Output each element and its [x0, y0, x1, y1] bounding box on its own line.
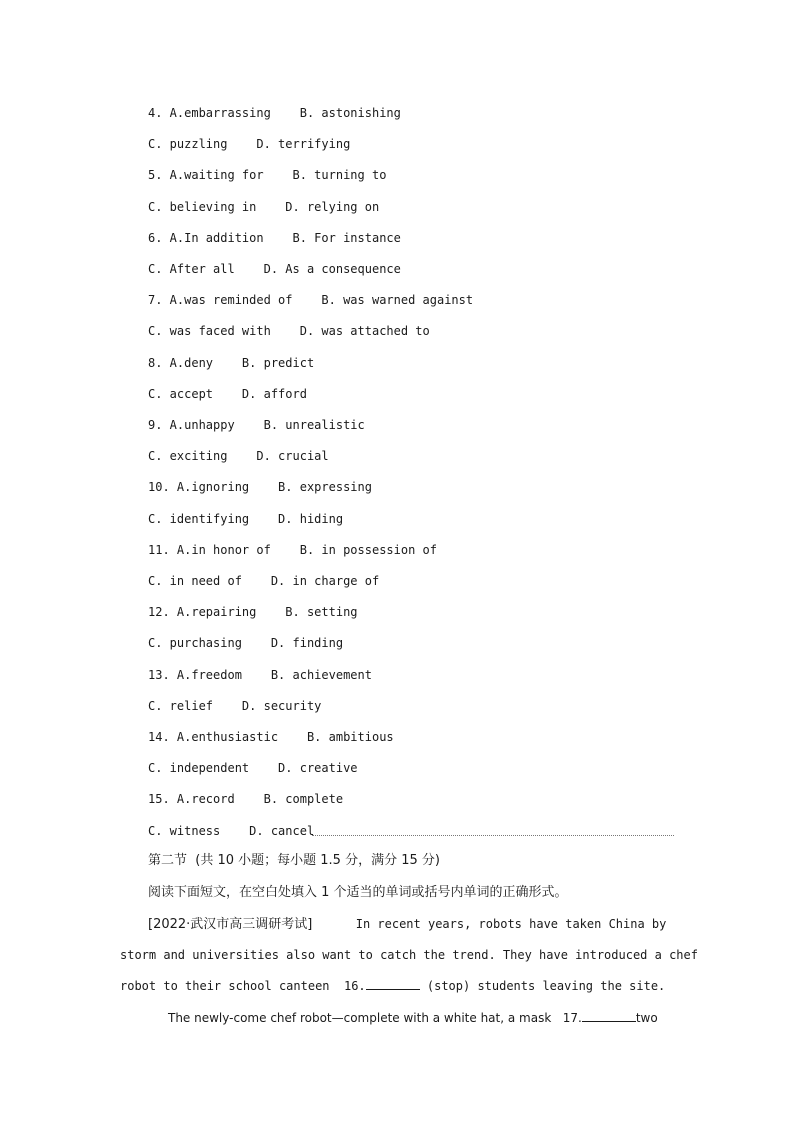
question-options-cd: C. puzzling D. terrifying: [148, 137, 351, 152]
question-options-ab: 12. A.repairing B. setting: [148, 605, 358, 620]
question-options-ab: 13. A.freedom B. achievement: [148, 667, 372, 682]
question-options-cd: C. independent D. creative: [148, 761, 358, 776]
dotted-separator: [312, 835, 674, 836]
passage-line-4-post: two: [635, 1011, 658, 1025]
question-options-cd: C. identifying D. hiding: [148, 511, 344, 526]
passage-line-3-post: (stop) students leaving the site.: [419, 979, 666, 993]
question-options-ab: 9. A.unhappy B. unrealistic: [148, 418, 365, 432]
question-options-ab: 14. A.enthusiastic B. ambitious: [148, 730, 394, 744]
passage-line-3: [120, 978, 665, 994]
question-options-ab: 11. A.in honor of B. in possession of: [148, 542, 437, 557]
passage-line-4: [168, 1010, 658, 1026]
question-options-cd: C. After all D. As a consequence: [148, 262, 401, 276]
passage-source: [2022·武汉市高三调研考试]: [148, 917, 313, 932]
question-options-cd: C. purchasing D. finding: [148, 636, 344, 651]
passage-line-3-pre: robot to their school canteen 16.: [120, 979, 366, 993]
passage-line-1: [148, 916, 666, 933]
question-options-ab: 4. A.embarrassing B. astonishing: [148, 106, 401, 120]
question-options-cd: C. exciting D. crucial: [148, 449, 329, 464]
passage-line-1-text: In recent years, robots have taken China by: [312, 917, 667, 931]
question-options-ab: 10. A.ignoring B. expressing: [148, 480, 372, 495]
question-options-ab: 7. A.was reminded of B. was warned against: [148, 293, 474, 308]
question-options-cd: C. accept D. afford: [148, 386, 307, 401]
section-instruction: 阅读下面短文，在空白处填入 1 个适当的单词或括号内单词的正确形式。: [148, 885, 568, 900]
question-options-cd: C. in need of D. in charge of: [148, 574, 380, 588]
question-options-ab: 6. A.In addition B. For instance: [148, 230, 401, 245]
section-heading: 第二节 (共 10 小题；每小题 1.5 分，满分 15 分): [148, 853, 440, 868]
question-options-cd: C. relief D. security: [148, 698, 322, 713]
question-options-ab: 5. A.waiting for B. turning to: [148, 168, 387, 183]
question-options-cd: C. believing in D. relying on: [148, 199, 380, 214]
question-options-ab: 15. A.record B. complete: [148, 792, 344, 807]
passage-line-4-pre: The newly-come chef robot—complete with a white hat, a mask 17.: [168, 1011, 582, 1025]
question-options-ab: 8. A.deny B. predict: [148, 355, 315, 370]
blank-17[interactable]: [582, 1010, 636, 1022]
question-options-cd: C. was faced with D. was attached to: [148, 324, 430, 339]
question-options-cd: C. witness D. cancel: [148, 823, 315, 838]
blank-16[interactable]: [366, 978, 420, 990]
passage-line-2: storm and universities also want to catch the trend. They have introduced a chef: [120, 948, 698, 962]
